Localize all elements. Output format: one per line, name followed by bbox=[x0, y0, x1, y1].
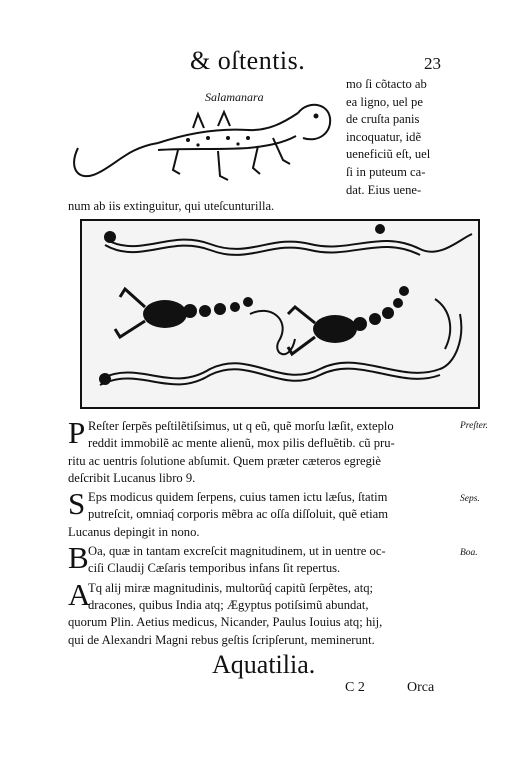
text-line: ciſi Claudij Cæſaris temporibus infans ſit repertus. bbox=[88, 561, 341, 576]
text-line: Reſter ſerpẽs peſtilẽtiſsimus, ut q eũ, quẽ morſu læſit, exteplo bbox=[88, 419, 394, 433]
text-line: ritu ac uentris ſolutione abſumit. Quem præter cæteros egregiè bbox=[68, 453, 382, 468]
body-text bbox=[68, 415, 488, 651]
dropcap: P bbox=[68, 415, 86, 450]
text-line: qui de Alexandri Magni rebus geſtis ſcripſerunt, meminerunt. bbox=[68, 632, 375, 647]
catchword: Orca bbox=[407, 680, 435, 695]
side-text-line: dat. Eius uene- bbox=[346, 182, 422, 197]
paragraph-dracones bbox=[68, 576, 448, 649]
page-header-title: & oſtentis. bbox=[190, 46, 306, 75]
salamander-woodcut bbox=[68, 88, 338, 203]
section-title: Aquatilia. bbox=[212, 650, 316, 679]
dropcap: A bbox=[68, 576, 91, 612]
text-line: deſcribit Lucanus libro 9. bbox=[68, 470, 196, 485]
text-line: Eps modicus quidem ſerpens, cuius tamen ictu læſus, ſtatim bbox=[88, 490, 388, 505]
text-line: Oa, quæ in tantam excreſcit magnitudinem, ut in uentre oc- bbox=[88, 544, 386, 559]
paragraph-prester bbox=[68, 415, 488, 487]
serpents-scorpions-woodcut bbox=[80, 219, 480, 409]
side-text-line: mo ſi cõtacto ab bbox=[346, 77, 427, 91]
side-text-line: ueneficiũ eſt, uel bbox=[346, 147, 431, 162]
text-line: Lucanus depingit in nono. bbox=[68, 524, 200, 539]
side-text-column bbox=[346, 76, 456, 199]
text-line: reddit immobilẽ ac mente alienũ, mox pilis defluẽtib. cũ pru- bbox=[88, 436, 395, 451]
margin-note: Seps. bbox=[460, 494, 480, 505]
text-line: Tq alij miræ magnitudinis, multorũq́ capitũ ſerpẽtes, atq; bbox=[88, 580, 374, 595]
side-text-line: incoquatur, idẽ bbox=[346, 129, 422, 144]
side-text-line: ſi in puteum ca- bbox=[346, 164, 426, 179]
page-number: 23 bbox=[424, 54, 441, 73]
dropcap: B bbox=[68, 540, 89, 576]
text-line: putreſcit, omniaq́ corporis mẽbra ac oſſa diſſoluit, quẽ etiam bbox=[88, 507, 389, 522]
paragraph-boa bbox=[68, 540, 478, 578]
text-line: dracones, quibus India atq; Ægyptus potiſsimũ abundat, bbox=[88, 597, 369, 612]
signature-mark: C 2 bbox=[345, 680, 365, 695]
continuation-line: num ab iis extinguitur, qui uteſcunturilla. bbox=[68, 199, 275, 213]
margin-note: Boa. bbox=[460, 548, 478, 559]
paragraph-seps bbox=[68, 486, 480, 541]
margin-note: Preſter. bbox=[460, 421, 488, 431]
dropcap: S bbox=[68, 486, 86, 522]
salamander-label: Salamanara bbox=[205, 90, 264, 104]
text-line: quorum Plin. Aetius medicus, Nicander, Paulus Iouius atq; hij, bbox=[68, 615, 383, 630]
side-text-line: de cruſta panis bbox=[346, 112, 420, 127]
side-text-line: ea ligno, uel pe bbox=[346, 94, 423, 109]
